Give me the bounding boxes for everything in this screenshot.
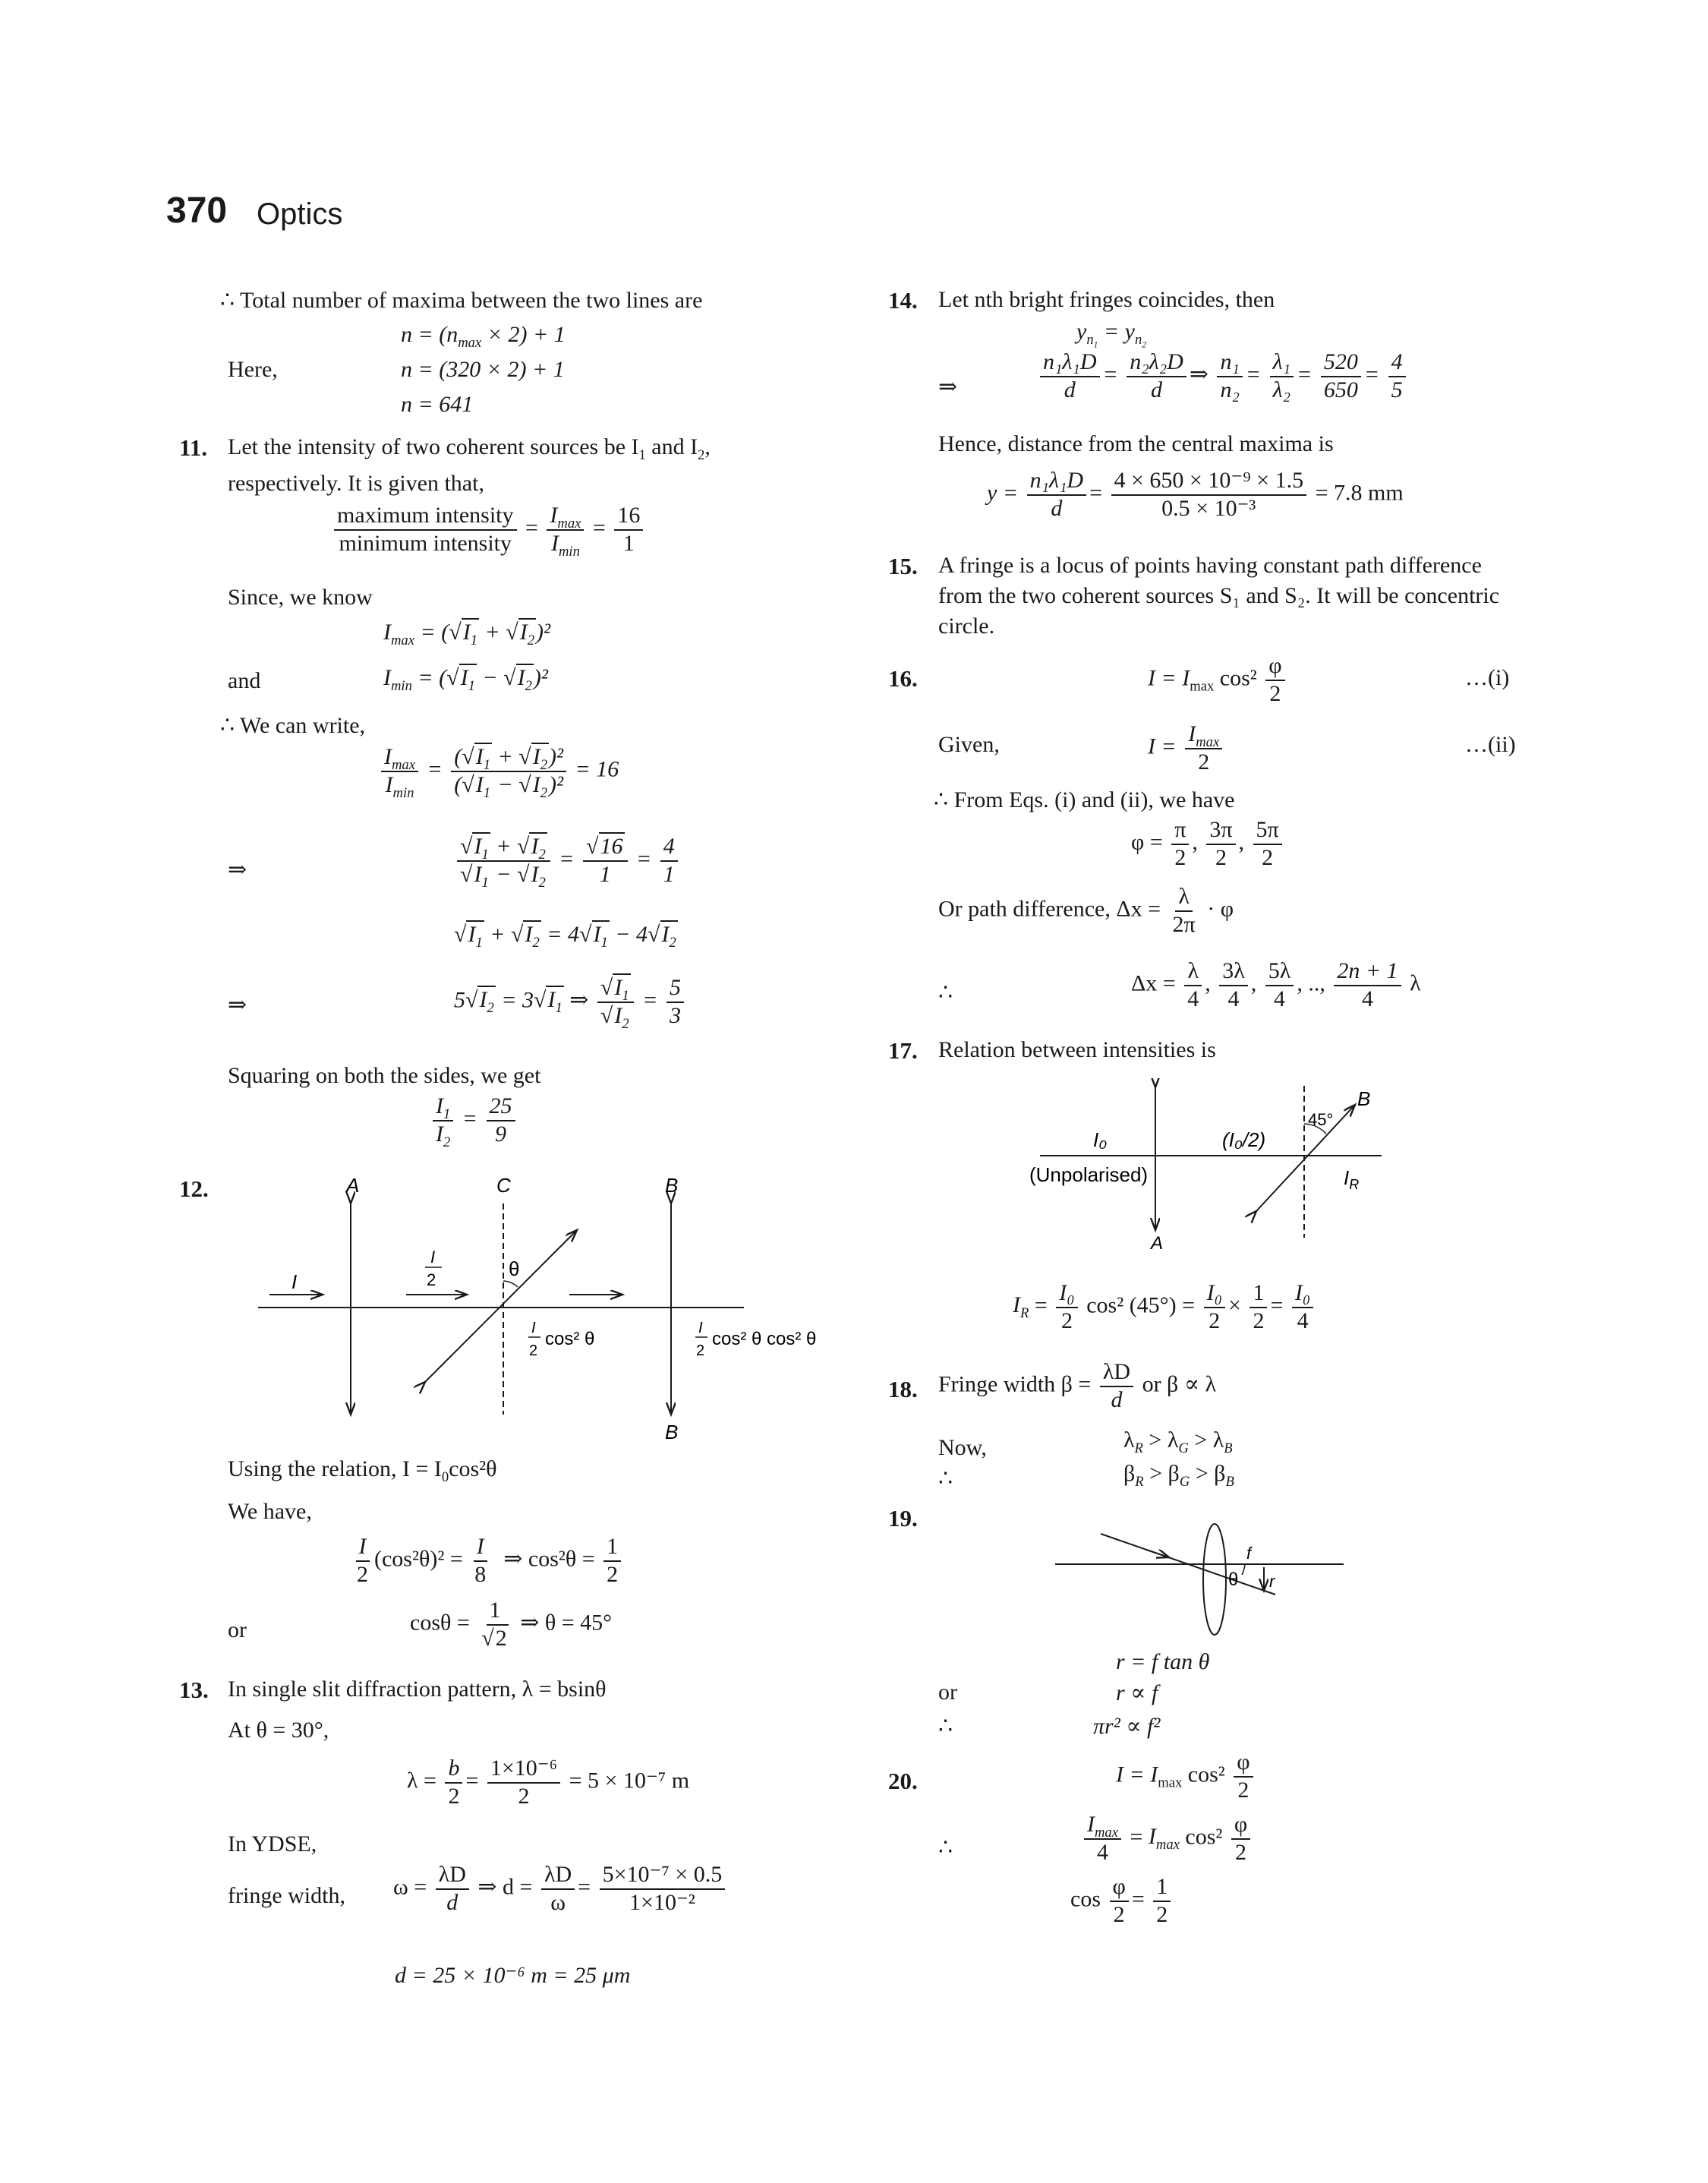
now-label: Now,	[938, 1435, 987, 1460]
delta-x-values: Δx = $\frac{\lambda}{4}$ , $\frac{3\lambda}{4}$ , $\frac{5\lambda}{4}$ , .., $\frac{2n + 1}{4}$ λ	[1131, 958, 1421, 1011]
y-equality: $y_{n_1} = y_{n_2}$	[1076, 319, 1147, 350]
question-16-number: 16.	[888, 665, 918, 692]
label-i: I	[291, 1270, 298, 1293]
eq-ref-ii: …(ii)	[1465, 732, 1516, 757]
implies-14: ⇒	[938, 374, 958, 399]
squaring-line: Squaring on both the sides, we get	[228, 1063, 541, 1088]
phi-values: φ = $\frac{\pi}{2}$ , $\frac{3\pi}{2}$ , $\frac{5\pi}{2}$	[1131, 817, 1285, 871]
in-ydse: In YDSE,	[228, 1831, 317, 1856]
label-cos2-cos2: cos² θ cos² θ	[712, 1329, 817, 1349]
lambda-order: $\lambda_R > \lambda_G > \lambda_B$	[1123, 1427, 1233, 1456]
and-label: and	[228, 668, 261, 693]
label-f: f	[1246, 1544, 1252, 1563]
imin-formula: $I_{min} = (√I_1 - √I_2)^2$	[383, 665, 548, 694]
label-half-num: I	[430, 1248, 436, 1267]
label-theta: θ	[509, 1257, 520, 1280]
eq-n-values: n = (320 × 2) + 1	[401, 357, 565, 382]
q16-intensity-eq: $I = I_{max}$ cos² $\frac{\varphi}{2}$	[1148, 653, 1288, 707]
svg-text:I: I	[698, 1320, 703, 1336]
final-ratio-eq: $\frac{I_1}{I_2}$ = $\frac{25}{9}$	[430, 1093, 518, 1147]
eq-n-result: n = 641	[401, 392, 474, 417]
eq-n-formula: $n = (n_{max} \times 2) + 1$	[401, 322, 566, 351]
from-eqs: ∴ From Eqs. (i) and (ii), we have	[934, 787, 1235, 812]
q13-text-line1: In single slit diffraction pattern, λ = bsinθ	[228, 1677, 607, 1702]
polarizer-diagram-12	[251, 1173, 858, 1446]
q17-text-line1: Relation between intensities is	[938, 1037, 1216, 1062]
convex-lens	[1203, 1524, 1226, 1635]
therefore-19: ∴	[938, 1714, 953, 1739]
sqrt-ratio-eq: $\frac{√I_1 + √I_2}{√I_1 - √I_2}$ = $\frac{√16}{1}$ = $\frac{4}{1}$	[454, 834, 681, 888]
q14-text-line1: Let nth bright fringes coincides, then	[938, 287, 1275, 312]
therefore-18: ∴	[938, 1466, 953, 1491]
label-i0: I₀	[1093, 1128, 1108, 1151]
label-unpolarised: (Unpolarised)	[1029, 1163, 1149, 1186]
sqrt-result-eq: $5√I_2 = 3√I_1$ ⇒ $\frac{√I_1}{√I_2}$ = $\frac{5}{3}$	[454, 975, 687, 1029]
page-number: 370	[166, 191, 228, 231]
svg-text:I: I	[531, 1320, 536, 1336]
therefore-20: ∴	[938, 1835, 953, 1860]
label-ir: $I_R$	[1344, 1166, 1360, 1192]
or-label-19: or	[938, 1680, 957, 1705]
q16-given-eq: I = $\frac{I_{max}}{2}$	[1148, 721, 1225, 775]
implies-2: ⇒	[228, 992, 247, 1017]
cos-eq-12: $\frac{I}{2}$ (cos²θ)² = $\frac{I}{8}$ ⇒ cos²θ = $\frac{1}{2}$	[351, 1534, 624, 1588]
d-final: d = 25 × 10⁻⁶ m = 25 μm	[395, 1963, 631, 1988]
ir-equation: $I_R$ = $\frac{\text{I₀}}{2}$ cos² (45°) = $\frac{\text{I₀}}{2}$ × $\frac{1}{2}$ = $\frac{\text{I₀}}{4}$	[1013, 1280, 1316, 1334]
q14-ratio-eq: $\frac{\text{n₁λ₁D}}{d}$ = $\frac{\text{n₂λ₂D}}{d}$ ⇒ $\frac{\text{n₁}}{\text{n₂}}$ = $\frac{\text{λ₁}}{\text{λ₂}}$ = $\frac{520}{650}$ = $\frac{4}{5}$	[1037, 349, 1409, 403]
q15-line2: from the two coherent sources S₁ and S₂. It will be concentric	[938, 583, 1500, 608]
cos-half-eq: cos $\frac{\varphi}{2}$ = $\frac{1}{2}$	[1070, 1874, 1174, 1928]
using-relation: Using the relation, $I = I_0\cos^2\theta$	[228, 1456, 497, 1485]
we-can-write: ∴ We can write,	[220, 713, 366, 738]
we-have: We have,	[228, 1499, 312, 1524]
intensity-ratio-eq: $\frac{I_{max}}{I_{min}}$ = $\frac{(√I_1 + √I_2)^2}{(√I_1 - √I_2)^2}$ = 16	[378, 744, 619, 798]
q15-line1: A fringe is a locus of points having constant path difference	[938, 553, 1482, 578]
implies-1: ⇒	[228, 857, 247, 882]
q20-intensity-eq: $I = I_{max}$ cos² $\frac{\varphi}{2}$	[1116, 1749, 1256, 1803]
q15-line3: circle.	[938, 614, 995, 639]
fringe-width-label: fringe width,	[228, 1883, 345, 1908]
or-label-12: or	[228, 1617, 247, 1642]
question-14-number: 14.	[888, 287, 918, 314]
q11-text-line1: Let the intensity of two coherent sources be $I_1$ and $I_2$,	[228, 434, 711, 463]
question-11-number: 11.	[179, 434, 208, 461]
beta-order: $\beta_R > \beta_G > \beta_B$	[1123, 1461, 1234, 1490]
hence-line: Hence, distance from the central maxima is	[938, 431, 1334, 456]
lens-diagram-19	[1048, 1519, 1351, 1640]
label-i0-half: (I₀/2)	[1222, 1128, 1266, 1151]
q18-fringe-width: Fringe width β = $\frac{\lambda D}{d}$ or β ∝ λ	[938, 1359, 1217, 1412]
label-r: r	[1269, 1572, 1275, 1591]
q20-quarter-eq: $\frac{I_{max}}{4}$ = $I_{max}$ cos² $\frac{\varphi}{2}$	[1081, 1812, 1253, 1866]
question-20-number: 20.	[888, 1768, 918, 1794]
question-17-number: 17.	[888, 1037, 918, 1064]
imax-formula: $I_{max} = (√I_1 + √I_2)^2$	[383, 620, 550, 648]
label-b: B	[665, 1174, 679, 1197]
question-19-number: 19.	[888, 1505, 918, 1532]
label-cos2: cos² θ	[545, 1329, 595, 1349]
q11-text-line2: respectively. It is given that,	[228, 471, 484, 496]
question-12-number: 12.	[179, 1175, 209, 1202]
question-18-number: 18.	[888, 1376, 918, 1402]
label-b-17: B	[1357, 1087, 1371, 1110]
label-b-bottom: B	[665, 1421, 679, 1443]
r-tan-theta: r = f tan θ	[1116, 1649, 1210, 1674]
label-45deg: 45°	[1308, 1110, 1334, 1129]
svg-text:2: 2	[529, 1342, 538, 1359]
costheta-eq: cosθ = $\frac{1}{√2}$ ⇒ θ = 45°	[410, 1598, 613, 1651]
total-maxima-line: ∴ Total number of maxima between the two lines are	[220, 288, 703, 313]
sqrt-linear-eq: $√I_1 + √I_2 = 4√I_1 - 4√I_2$	[454, 922, 676, 951]
fringe-width-eq: ω = $\frac{\lambda D}{d}$ ⇒ d = $\frac{\lambda D}{\omega}$ = $\frac{\text{5×10⁻⁷ × 0.5}}{\text{1×10⁻²}}$	[393, 1862, 728, 1916]
pir-prop: πr² ∝ f²	[1093, 1714, 1161, 1739]
analyzer-tilted	[1256, 1105, 1355, 1211]
page-title: Optics	[257, 197, 343, 231]
r-prop-f: r ∝ f	[1116, 1680, 1158, 1705]
given-label: Given,	[938, 732, 1000, 757]
question-15-number: 15.	[888, 553, 918, 579]
here-label: Here,	[228, 357, 278, 382]
at-30: At θ = 30°,	[228, 1718, 329, 1743]
path-difference-eq: Or path difference, Δx = $\frac{\lambda}{2\pi}$ · φ	[938, 884, 1234, 937]
therefore-16: ∴	[938, 980, 953, 1005]
label-c: C	[496, 1174, 511, 1197]
lambda-eq: λ = $\frac{b}{2}$ = $\frac{\text{1×10⁻⁶}}{2}$ = 5 × 10⁻⁷ m	[407, 1756, 690, 1809]
question-13-number: 13.	[179, 1677, 209, 1703]
q11-intensity-ratio: $\frac{\text{maximum intensity}}{\text{minimum intensity}}$ = $\frac{I_{max}}{I_{min}}$ = $\frac{16}{1}$	[331, 503, 646, 557]
label-theta-19: θ	[1228, 1569, 1239, 1590]
eq-ref-i: …(i)	[1465, 665, 1510, 690]
polarizer-diagram-17	[1017, 1078, 1412, 1253]
label-half-den: 2	[427, 1270, 436, 1289]
tilted-axis	[425, 1230, 577, 1382]
label-a: A	[346, 1174, 360, 1197]
since-we-know: Since, we know	[228, 585, 373, 610]
svg-text:2: 2	[696, 1342, 705, 1359]
theta-arc	[503, 1281, 518, 1287]
y-distance-eq: y = $\frac{\text{n₁λ₁D}}{d}$ = $\frac{\text{4 × 650 × 10⁻⁹ × 1.5}}{\text{0.5 × 10⁻³}}$ = 7.8 mm	[987, 468, 1404, 521]
label-a-17: A	[1151, 1233, 1164, 1253]
